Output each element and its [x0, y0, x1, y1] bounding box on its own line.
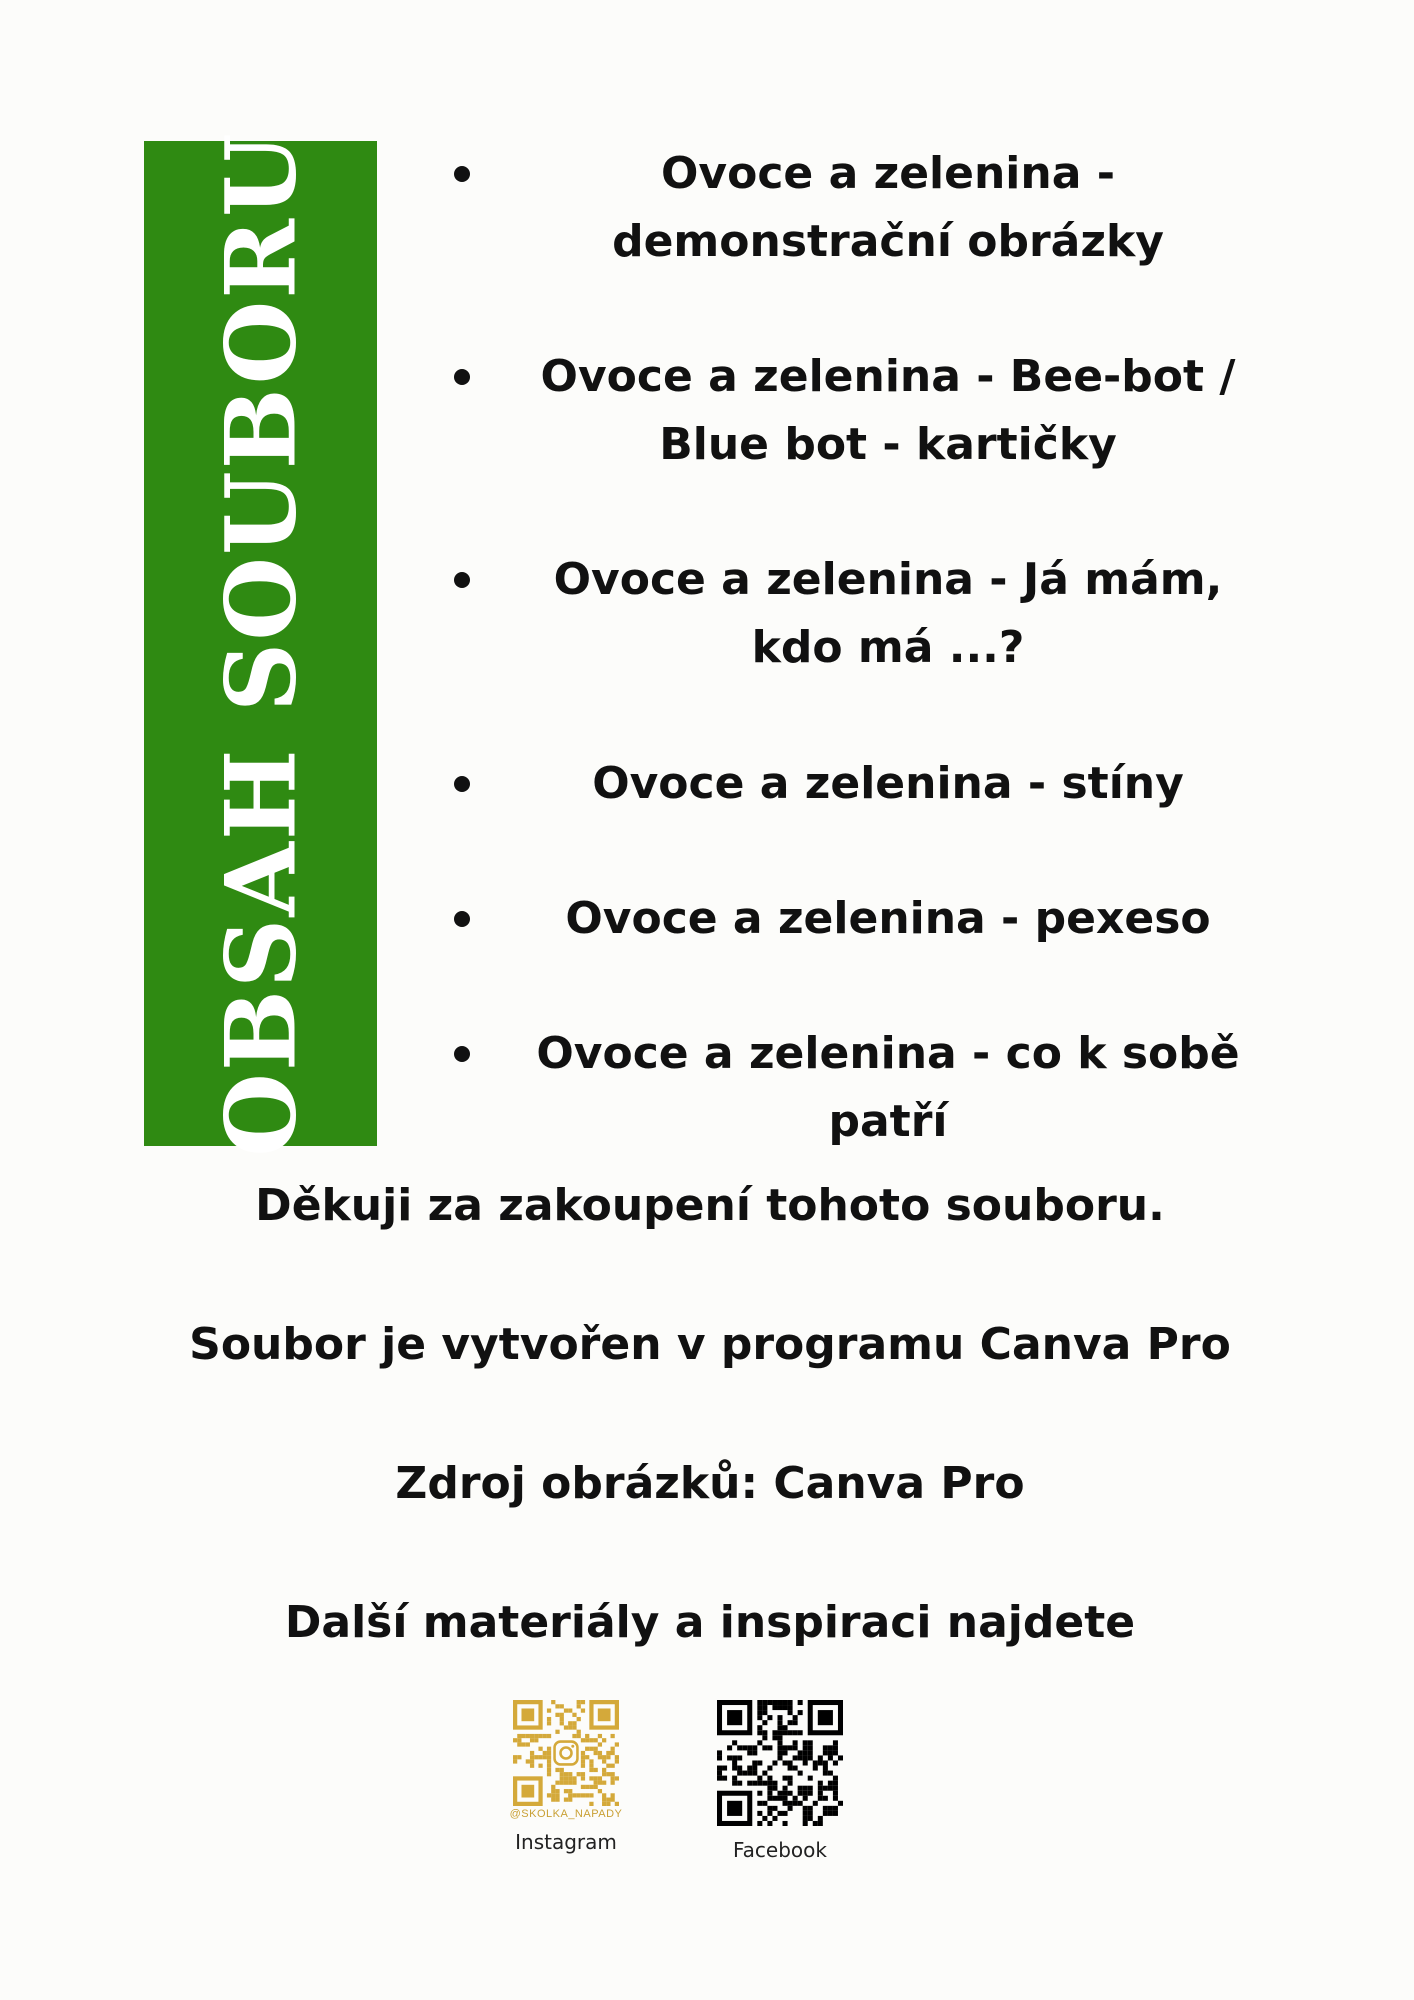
list-item-text: Ovoce a zelenina - stíny	[592, 758, 1184, 809]
facebook-qr-code[interactable]	[717, 1700, 843, 1826]
instagram-label[interactable]: Instagram	[515, 1830, 617, 1854]
facebook-qr-block[interactable]	[705, 1700, 855, 1862]
bullet-icon	[454, 166, 470, 182]
bullet-icon	[454, 572, 470, 588]
list-item	[440, 885, 1340, 953]
list-item	[440, 1020, 1340, 1156]
image-source-text: Zdroj obrázků: Canva Pro	[395, 1458, 1025, 1509]
list-item	[440, 140, 1340, 276]
bullet-icon	[454, 776, 470, 792]
banner-title: OBSAH SOUBORU	[204, 130, 317, 1157]
created-with-text: Soubor je vytvořen v programu Canva Pro	[189, 1319, 1231, 1370]
thanks-text: Děkuji za zakoupení tohoto souboru.	[255, 1180, 1165, 1231]
list-item-text: Ovoce a zelenina - Bee-bot / Blue bot - kartičky	[540, 351, 1236, 470]
facebook-label[interactable]: Facebook	[733, 1838, 827, 1862]
instagram-qr-block[interactable]	[491, 1700, 641, 1854]
list-item	[440, 750, 1340, 818]
contents-banner	[144, 130, 377, 1157]
bullet-icon	[454, 1046, 470, 1062]
instagram-handle: @SKOLKA_NAPADY	[509, 1808, 623, 1820]
list-item-text: Ovoce a zelenina - Já mám, kdo má ...?	[553, 554, 1223, 673]
list-item-text: Ovoce a zelenina - demonstrační obrázky	[612, 148, 1164, 267]
bullet-icon	[454, 369, 470, 385]
list-item-text: Ovoce a zelenina - co k sobě patří	[536, 1028, 1240, 1147]
list-item	[440, 343, 1340, 479]
bullet-icon	[454, 911, 470, 927]
instagram-icon	[555, 1742, 578, 1765]
more-materials-text: Další materiály a inspiraci najdete	[284, 1597, 1136, 1648]
list-item	[440, 546, 1340, 682]
list-item-text: Ovoce a zelenina - pexeso	[565, 893, 1211, 944]
instagram-qr-code[interactable]	[513, 1700, 619, 1806]
